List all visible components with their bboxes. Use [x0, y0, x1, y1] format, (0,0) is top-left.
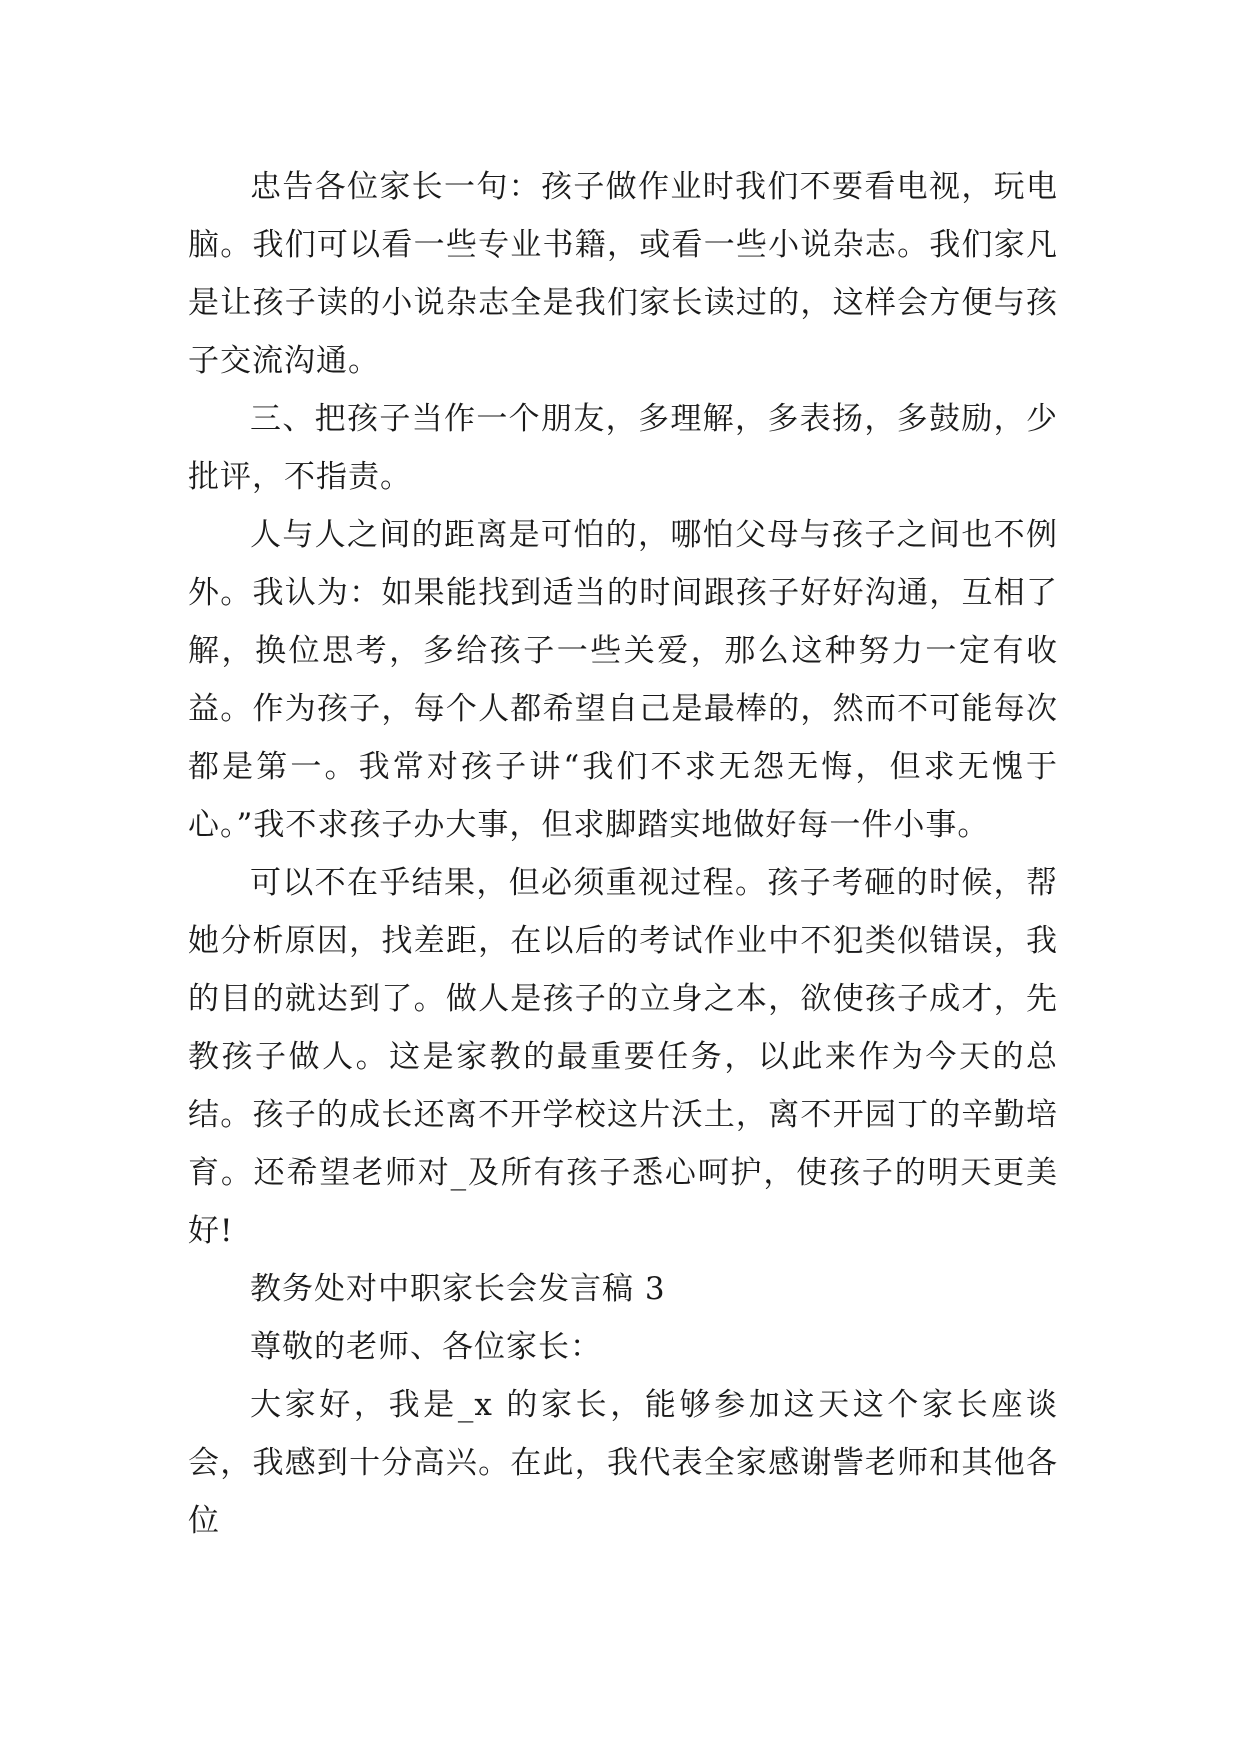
document-body — [188, 158, 1058, 1550]
paragraph-distance: 人与人之间的距离是可怕的，哪怕父母与孩子之间也不例外。我认为：如果能找到适当的时间跟孩子好好沟通，互相了解，换位思考，多给孩子一些关爱，那么这种努力一定有收益。作为孩子，每个人都希望自己是最棒的，然而不可能每次都是第一。我常对孩子讲“我们不求无怨无悔，但求无愧于心。”我不求孩子办大事，但求脚踏实地做好每一件小事。 — [188, 517, 1058, 843]
paragraph-greeting: 大家好，我是_x 的家长，能够参加这天这个家长座谈会，我感到十分高兴。在此，我代表全家感谢訾老师和其他各位 — [188, 1387, 1058, 1539]
section-heading: 教务处对中职家长会发言稿 3 — [250, 1271, 666, 1307]
paragraph-point-three: 三、把孩子当作一个朋友，多理解，多表扬，多鼓励，少批评，不指责。 — [188, 401, 1058, 495]
paragraph-advice: 忠告各位家长一句：孩子做作业时我们不要看电视，玩电脑。我们可以看一些专业书籍，或看一些小说杂志。我们家凡是让孩子读的小说杂志全是我们家长读过的，这样会方便与孩子交流沟通。 — [188, 169, 1058, 379]
paragraph-process: 可以不在乎结果，但必须重视过程。孩子考砸的时候，帮她分析原因，找差距，在以后的考试作业中不犯类似错误，我的目的就达到了。做人是孩子的立身之本，欲使孩子成才，先教孩子做人。这是家教的最重要任务，以此来作为今天的总结。孩子的成长还离不开学校这片沃土，离不开园丁的辛勤培育。还希望老师对_及所有孩子悉心呵护，使孩子的明天更美好! — [188, 865, 1058, 1249]
salutation: 尊敬的老师、各位家长： — [250, 1329, 602, 1365]
